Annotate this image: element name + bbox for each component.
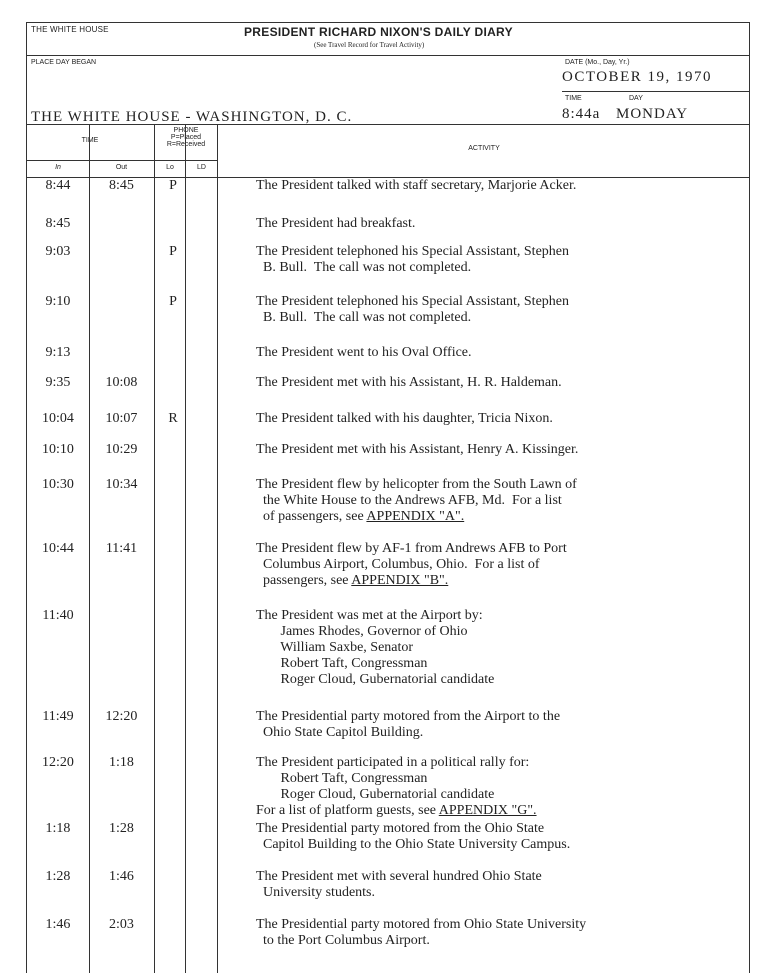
date-divider (562, 91, 749, 92)
activity-line: For a list of platform guests, see APPENDIX "G". (256, 803, 537, 818)
entry-time-out: 10:34 (105, 477, 138, 492)
diary-page (26, 22, 750, 973)
entry-time-in: 10:30 (42, 477, 74, 492)
activity-line: The President talked with staff secretary, Marjorie Acker. (256, 178, 577, 193)
day-label: DAY (629, 95, 643, 102)
entry-activity (256, 178, 746, 194)
entry-activity (256, 541, 746, 589)
phone-received-label: R=Received (166, 141, 206, 148)
out-column-header: Out (115, 164, 128, 171)
ld-column-header: LD (197, 164, 206, 171)
activity-line: of passengers, see APPENDIX "A". (256, 509, 465, 524)
entry-time-in: 9:13 (45, 345, 71, 360)
entry-time-in: 10:44 (42, 541, 74, 556)
date-value: OCTOBER 19, 1970 (562, 69, 712, 85)
entry-activity (256, 755, 746, 819)
entry-activity (256, 608, 746, 688)
activity-line: Ohio State Capitol Building. (256, 725, 424, 740)
entry-time-in: 1:46 (45, 917, 71, 932)
lo-column-header: Lo (166, 164, 174, 171)
entry-time-in: 10:04 (42, 411, 74, 426)
entry-phone-code: P (169, 294, 177, 309)
entry-time-in: 11:40 (42, 608, 74, 623)
page-subtitle: (See Travel Record for Travel Activity) (314, 41, 425, 49)
entry-activity (256, 477, 746, 525)
entry-time-in: 9:03 (45, 244, 71, 259)
activity-line: The President flew by helicopter from the South Lawn of (256, 477, 577, 492)
activity-line: The Presidential party motored from Ohio State University (256, 917, 587, 932)
office-label: THE WHITE HOUSE (31, 25, 109, 34)
activity-line: The President participated in a political rally for: (256, 755, 530, 770)
entry-time-in: 8:45 (45, 216, 71, 231)
activity-line: The President had breakfast. (256, 216, 416, 231)
activity-line: Robert Taft, Congressman (256, 656, 428, 671)
column-header (27, 124, 749, 178)
activity-line: Roger Cloud, Gubernatorial candidate (256, 672, 495, 687)
activity-line: Roger Cloud, Gubernatorial candidate (256, 787, 495, 802)
activity-line: The President went to his Oval Office. (256, 345, 472, 360)
phone-column-header (155, 127, 217, 148)
entry-time-in: 12:20 (42, 755, 74, 770)
activity-line: to the Port Columbus Airport. (256, 933, 430, 948)
activity-line: The Presidential party motored from the Airport to the (256, 709, 561, 724)
entry-phone-code: R (168, 411, 178, 426)
phone-placed-label: P=Placed (170, 134, 202, 141)
time-column-header: TIME (81, 137, 99, 144)
header-top-row (27, 23, 749, 56)
activity-line: passengers, see APPENDIX "B". (256, 573, 449, 588)
phone-label: PHONE (173, 127, 199, 134)
time-label: TIME (565, 95, 582, 102)
entry-time-out: 1:46 (109, 869, 134, 884)
entry-time-in: 8:44 (45, 178, 71, 193)
in-column-header: In (55, 164, 61, 171)
entry-activity (256, 411, 746, 427)
activity-line: The President was met at the Airport by: (256, 608, 483, 623)
activity-line: The President telephoned his Special Assistant, Stephen (256, 294, 570, 309)
entry-activity (256, 244, 746, 276)
entry-time-out: 1:28 (109, 821, 134, 836)
activity-line: Columbus Airport, Columbus, Ohio. For a list of (256, 557, 540, 572)
activity-line: Capitol Building to the Ohio State University Campus. (256, 837, 571, 852)
time-phone-subdivider (27, 160, 217, 161)
entry-time-out: 11:41 (105, 541, 138, 556)
activity-column-header: ACTIVITY (468, 145, 500, 152)
page-title: PRESIDENT RICHARD NIXON'S DAILY DIARY (244, 25, 513, 39)
entry-phone-code: P (169, 244, 177, 259)
entry-time-in: 1:28 (45, 869, 71, 884)
entry-time-out: 10:07 (105, 411, 138, 426)
entry-activity (256, 917, 746, 949)
activity-line: William Saxbe, Senator (256, 640, 414, 655)
entry-time-out: 1:18 (109, 755, 134, 770)
day-value: MONDAY (616, 106, 689, 122)
entry-time-out: 10:29 (105, 442, 138, 457)
entry-time-in: 11:49 (42, 709, 74, 724)
appendix-reference: APPENDIX "B". (351, 573, 449, 588)
entry-activity (256, 821, 746, 853)
date-label: DATE (Mo., Day, Yr.) (565, 59, 630, 66)
activity-line: The President met with several hundred Ohio State (256, 869, 542, 884)
entry-phone-code: P (169, 178, 177, 193)
phone-activity-divider (217, 124, 218, 973)
activity-line: The President flew by AF-1 from Andrews AFB to Port (256, 541, 567, 556)
entry-time-in: 10:10 (42, 442, 74, 457)
activity-line: The President met with his Assistant, H. R. Haldeman. (256, 375, 562, 390)
activity-line: The Presidential party motored from the Ohio State (256, 821, 545, 836)
activity-line: Robert Taft, Congressman (256, 771, 428, 786)
entry-activity (256, 375, 746, 391)
activity-line: University students. (256, 885, 375, 900)
place-label: PLACE DAY BEGAN (31, 59, 97, 66)
activity-line: the White House to the Andrews AFB, Md. For a list (256, 493, 562, 508)
time-value: 8:44a (562, 106, 601, 122)
appendix-reference: APPENDIX "G". (438, 803, 537, 818)
entry-time-in: 9:10 (45, 294, 71, 309)
entry-time-out: 2:03 (109, 917, 134, 932)
activity-line: James Rhodes, Governor of Ohio (256, 624, 468, 639)
entry-activity (256, 442, 746, 458)
entry-activity (256, 869, 746, 901)
activity-line: B. Bull. The call was not completed. (256, 310, 472, 325)
activity-line: The President telephoned his Special Assistant, Stephen (256, 244, 570, 259)
entry-time-out: 8:45 (109, 178, 134, 193)
entry-time-in: 9:35 (45, 375, 71, 390)
activity-line: The President talked with his daughter, Tricia Nixon. (256, 411, 553, 426)
entry-time-out: 10:08 (105, 375, 138, 390)
activity-line: B. Bull. The call was not completed. (256, 260, 472, 275)
entry-activity (256, 709, 746, 741)
place-value: THE WHITE HOUSE - WASHINGTON, D. C. (31, 109, 353, 125)
entry-time-out: 12:20 (105, 709, 138, 724)
entry-activity (256, 294, 746, 326)
entry-time-in: 1:18 (45, 821, 71, 836)
entry-activity (256, 216, 746, 232)
appendix-reference: APPENDIX "A". (366, 509, 465, 524)
entry-activity (256, 345, 746, 361)
activity-line: The President met with his Assistant, Henry A. Kissinger. (256, 442, 579, 457)
